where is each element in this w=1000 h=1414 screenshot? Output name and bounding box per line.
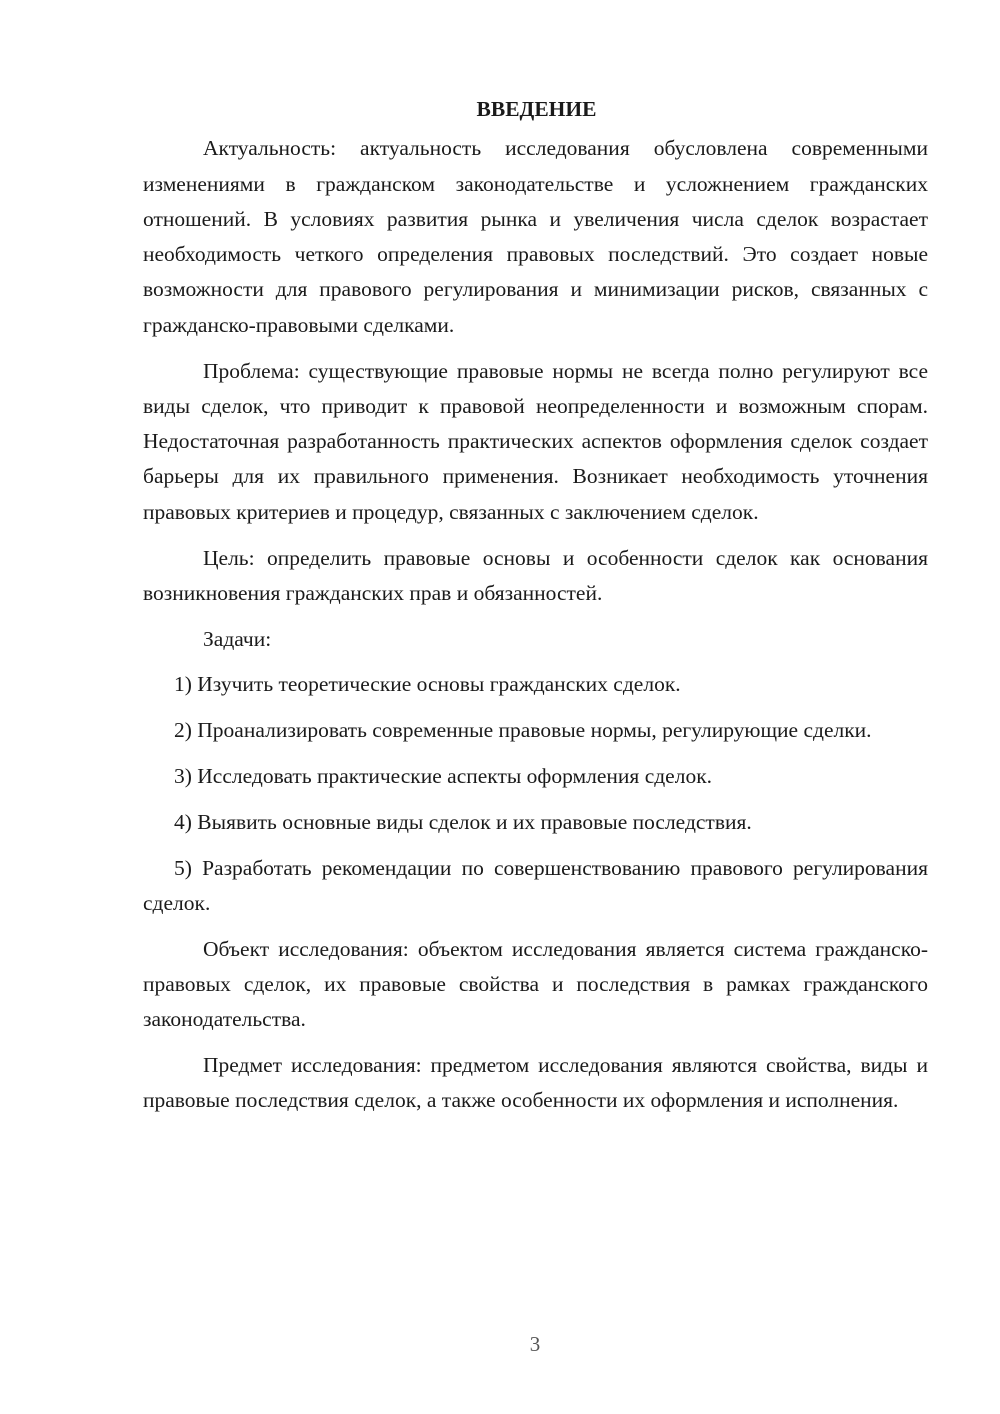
paragraph-tasks-heading: Задачи: (203, 626, 272, 651)
page-number: 3 (529, 1332, 541, 1356)
section-title: ВВЕДЕНИЕ (476, 97, 597, 121)
task-item-3: 3) Исследовать практические аспекты оформления сделок. (174, 764, 713, 789)
paragraph-relevance: Актуальность: актуальность исследования обусловлена современными изменениями в гражданском законодательстве и усложнением гражданских отношений. В условиях развития рынка и увеличения числа сделок возрастает необходимость четкого определения правовых последствий. Это создает новые возможности для правового регулирования и минимизации рисков, связанных с гражданско-правовыми сделками. (143, 136, 928, 337)
paragraph-object: Объект исследования: объектом исследования является система гражданско-правовых сделок, их правовые свойства и последствия в рамках гражданского законодательства. (143, 936, 928, 1032)
paragraph-goal: Цель: определить правовые основы и особенности сделок как основания возникновения гражданских прав и обязанностей. (143, 545, 928, 605)
task-item-4: 4) Выявить основные виды сделок и их правовые последствия. (174, 809, 752, 834)
task-item-2: 2) Проанализировать современные правовые нормы, регулирующие сделки. (174, 718, 872, 743)
task-item-5: 5) Разработать рекомендации по совершенствованию правового регулирования сделок. (143, 855, 928, 915)
paragraph-subject: Предмет исследования: предметом исследования являются свойства, виды и правовые последствия сделок, а также особенности их оформления и исполнения. (143, 1053, 928, 1113)
paragraph-problem: Проблема: существующие правовые нормы не всегда полно регулируют все виды сделок, что приводит к правовой неопределенности и возможным спорам. Недостаточная разработанность практических аспектов оформления сделок создает барьеры для их правильного применения. Возникает необходимость уточнения правовых критериев и процедур, связанных с заключением сделок. (143, 358, 928, 524)
task-item-1: 1) Изучить теоретические основы гражданских сделок. (174, 672, 681, 697)
document-body (143, 92, 928, 1119)
